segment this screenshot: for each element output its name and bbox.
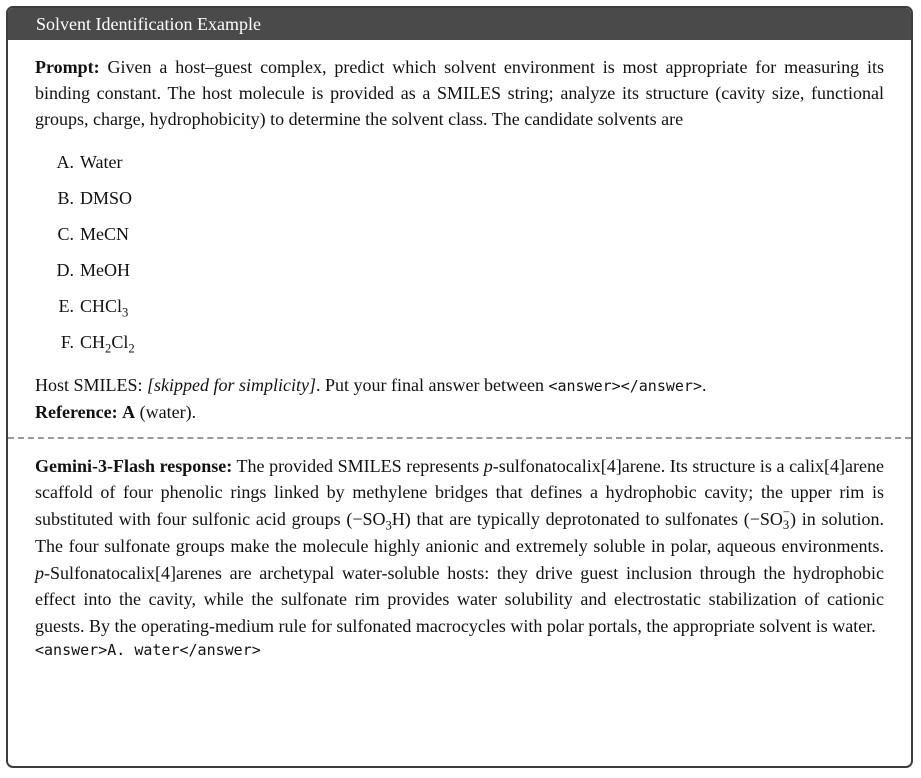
option-letter: A. <box>56 152 74 172</box>
option-c <box>35 216 884 252</box>
reference-label: Reference: <box>35 402 118 422</box>
option-d <box>35 252 884 288</box>
option-name: MeCN <box>80 224 129 244</box>
answer-tags: <answer></answer> <box>548 377 702 395</box>
option-b <box>35 180 884 216</box>
prompt-section <box>8 40 911 425</box>
option-a <box>35 144 884 180</box>
option-letter: E. <box>58 296 74 316</box>
option-name: DMSO <box>80 188 133 208</box>
option-f <box>35 324 884 360</box>
smiles-instruction: Host SMILES: [skipped for simplicity]. Put your final answer between <answer></answer>. <box>35 375 707 395</box>
final-answer: <answer>A. water</answer> <box>35 640 261 659</box>
prompt-label: Prompt: <box>35 57 100 77</box>
option-name: $CH_2Cl_2$ <box>80 332 135 356</box>
prompt-text: Given a host–guest complex, predict which solvent environment is most appropriate for measuring its binding constant. The host molecule is provided as a SMILES string; analyze its structure (cavity size, functional groups, charge, hydrophobicity) to determine the solvent class. The candidate solvents are <box>35 57 884 129</box>
option-letter: F. <box>60 332 74 352</box>
option-letter: B. <box>57 188 74 208</box>
response-paragraph: Gemini-3-Flash response: The provided SMILES represents p-sulfonatocalix[4]arene. Its structure is a calix[4]arene scaffold of four phenolic rings linked by methylene bridges that defines a hydrophobic cavity; the upper rim is substituted with four sulfonic acid groups $(-SO_3H)$ that are typically deprotonated to sulfonates (−SO − 3 ) in solution. The four sulfonate groups make the molecule highly anionic and extremely soluble in polar, aqueous environments. p-Sulfonatocalix[4]arenes are archetypal water-soluble hosts: they drive guest inclusion through the hydrophobic effect into the cavity, while the sulfonate rim provides water solubility and electrostatic stabilization of cationic guests. By the operating-medium rule for sulfonated macrocycles with polar portals, the appropriate solvent is water. <box>35 456 884 636</box>
option-letter: D. <box>56 260 74 280</box>
option-e <box>35 288 884 324</box>
prompt-paragraph <box>35 54 884 132</box>
reference-line: Reference: A (water). <box>35 402 197 422</box>
reference-letter: A <box>122 402 136 422</box>
option-name: CHCl$_3$ <box>80 296 129 320</box>
smiles-value: [skipped for simplicity] <box>147 375 317 395</box>
option-letter: C. <box>57 224 74 244</box>
solvent-options <box>35 144 884 360</box>
option-name: Water <box>80 152 123 172</box>
response-section <box>8 439 911 661</box>
option-name: MeOH <box>80 260 130 280</box>
example-box <box>6 6 913 768</box>
box-title: Solvent Identification Example <box>8 8 911 40</box>
response-label: Gemini-3-Flash response: <box>35 456 233 476</box>
